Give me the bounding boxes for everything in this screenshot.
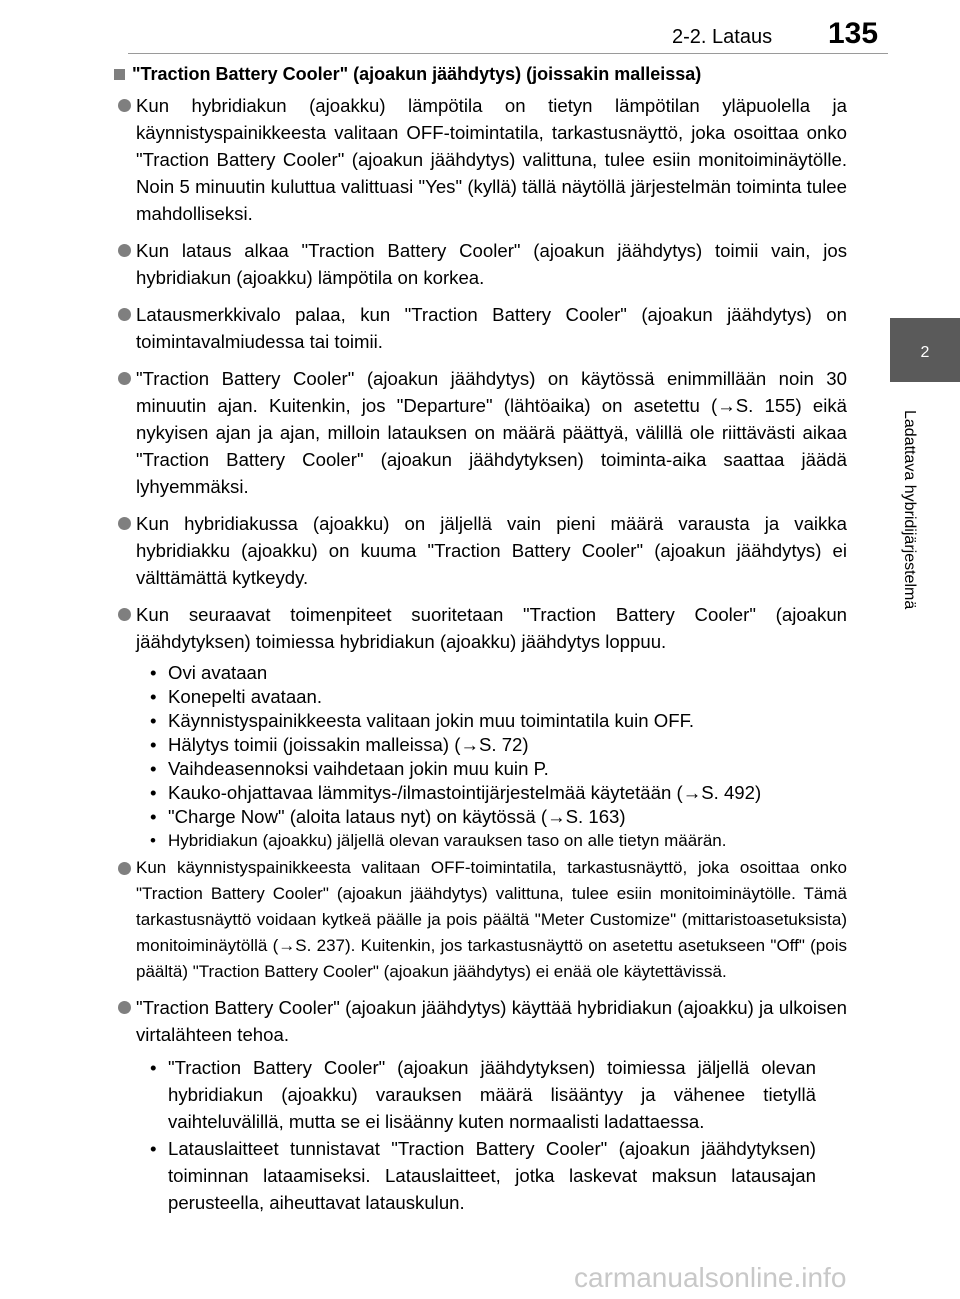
chapter-label: Ladattava hybridijärjestelmä <box>901 410 918 610</box>
circle-bullet-icon <box>118 308 131 321</box>
bullet-item <box>112 994 847 1048</box>
header-section-title: 2-2. Lataus <box>672 26 773 48</box>
section-heading <box>112 60 847 88</box>
list-item: • Vaihdeasennoksi vaihdetaan jokin muu kuin P. <box>148 757 847 781</box>
bullet-text: "Traction Battery Cooler" (ajoakun jäähdytys) käyttää hybridiakun (ajoakku) ja ulkoisen virtalähteen tehoa. <box>136 997 847 1045</box>
circle-bullet-icon <box>118 372 131 385</box>
bullet-text: Latausmerkkivalo palaa, kun "Traction Battery Cooler" (ajoakun jäähdytys) on toimintavalmiudessa tai toimii. <box>136 304 847 352</box>
circle-bullet-icon <box>118 1001 131 1014</box>
list-item: • Latauslaitteet tunnistavat "Traction Battery Cooler" (ajoakun jäähdytyksen) toiminnan lataamiseksi. Latauslaitteet, jotka laskevat maksun latausajan perusteella, aiheuttavat latauskulun. <box>148 1135 816 1216</box>
list-item: • "Traction Battery Cooler" (ajoakun jäähdytyksen) toimiessa jäljellä olevan hybridiakun (ajoakku) varauksen määrä lisääntyy ja vähenee tietyllä vaihteluvälillä, mutta se ei lisäänny kuten normaalisti ladattaessa. <box>148 1054 816 1135</box>
list-item: • "Charge Now" (aloita lataus nyt) on käytössä (→S. 163) <box>148 805 847 829</box>
list-item: • Ovi avataan <box>148 661 847 685</box>
bullet-item <box>112 92 847 227</box>
power-notes-list <box>112 1054 847 1216</box>
stop-conditions-list <box>112 661 847 853</box>
list-item: • Hälytys toimii (joissakin malleissa) (→S. 72) <box>148 733 847 757</box>
page-number: 135 <box>828 17 879 50</box>
bullet-text: Kun lataus alkaa "Traction Battery Cooler" (ajoakun jäähdytys) toimii vain, jos hybridiakun (ajoakku) lämpötila on korkea. <box>136 240 847 288</box>
list-item: • Hybridiakun (ajoakku) jäljellä olevan varauksen taso on alle tietyn määrän. <box>148 829 847 853</box>
bullet-item <box>112 855 847 985</box>
bullet-item <box>112 301 847 355</box>
square-bullet-icon <box>114 69 125 80</box>
bullet-text: "Traction Battery Cooler" (ajoakun jäähdytys) on käytössä enimmillään noin 30 minuutin ajan. Kuitenkin, jos "Departure" (lähtöaika) on asetettu (→S. 155) eikä nykyisen ajan ja ajan, milloin latauksen on määrä päättyä, välillä ole riittävästi aikaa "Traction Battery Cooler" (ajoakun jäähdytyksen) toiminta-aika saattaa jäädä lyhyemmäksi. <box>136 368 847 497</box>
list-item: • Käynnistyspainikkeesta valitaan jokin muu toimintatila kuin OFF. <box>148 709 847 733</box>
chapter-tab: 2 <box>890 318 960 382</box>
bullet-item <box>112 237 847 291</box>
bullet-text: Kun hybridiakussa (ajoakku) on jäljellä vain pieni määrä varausta ja vaikka hybridiakku (ajoakku) on kuuma "Traction Battery Cooler" (ajoakun jäähdytys) ei välttämättä kytkeydy. <box>136 513 847 588</box>
bullet-text: Kun käynnistyspainikkeesta valitaan OFF-toimintatila, tarkastusnäyttö, joka osoittaa onko "Traction Battery Cooler" (ajoakun jäähdytys) valittuna, tulee esiin monitoiminäytölle. Tämä tarkastusnäyttö voidaan kytkeä päälle ja pois päältä "Meter Customize" (mittaristoasetuksista) monitoiminäytöllä (→S. 237). Kuitenkin, jos tarkastusnäyttö on asetettu asetukseen "Off" (pois päältä) "Traction Battery Cooler" (ajoakun jäähdytys) ei enää ole käytettävissä. <box>136 858 847 981</box>
list-item: • Kauko-ohjattavaa lämmitys-/ilmastointijärjestelmää käytetään (→S. 492) <box>148 781 847 805</box>
circle-bullet-icon <box>118 862 131 875</box>
bullet-text: Kun seuraavat toimenpiteet suoritetaan "Traction Battery Cooler" (ajoakun jäähdytyksen) toimiessa hybridiakun (ajoakku) jäähdytys loppuu. <box>136 604 847 652</box>
circle-bullet-icon <box>118 517 131 530</box>
circle-bullet-icon <box>118 244 131 257</box>
watermark: carmanualsonline.info <box>574 1262 847 1293</box>
main-content <box>112 60 847 1220</box>
circle-bullet-icon <box>118 99 131 112</box>
bullet-item <box>112 365 847 500</box>
section-heading-text: "Traction Battery Cooler" (ajoakun jäähdytys) (joissakin malleissa) <box>132 64 702 84</box>
header-divider <box>128 53 888 54</box>
bullet-item <box>112 601 847 655</box>
list-item: • Konepelti avataan. <box>148 685 847 709</box>
bullet-item <box>112 510 847 591</box>
circle-bullet-icon <box>118 608 131 621</box>
bullet-text: Kun hybridiakun (ajoakku) lämpötila on tietyn lämpötilan yläpuolella ja käynnistyspainikkeesta valitaan OFF-toimintatila, tarkastusnäyttö, joka osoittaa onko "Traction Battery Cooler" (ajoakun jäähdytys) valittuna, tulee esiin monitoiminäytölle. Noin 5 minuutin kuluttua valittuasi "Yes" (kyllä) tällä näytöllä järjestelmän toiminta tulee mahdolliseksi. <box>136 95 847 224</box>
